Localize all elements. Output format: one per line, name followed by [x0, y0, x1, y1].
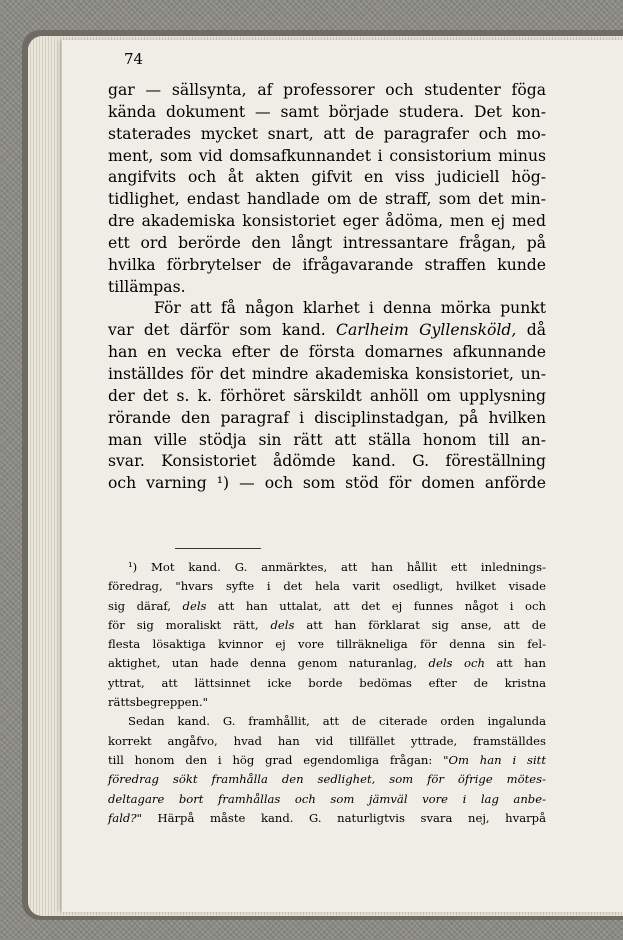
- emphasis: dels: [270, 617, 295, 632]
- body-text: [108, 80, 546, 495]
- emphasis: fald?: [108, 810, 137, 825]
- footnote-line: korrekt angåfvo, hvad han vid tillfället yttrade, framställdes: [108, 733, 546, 748]
- emphasis: dels: [182, 598, 207, 613]
- emphasis: föredrag sökt framhålla den sedlighet, som för öfrige mötes-: [108, 772, 546, 787]
- footnote-line: fald?" Härpå måste kand. G. naturligtvis svara nej, hvarpå: [108, 810, 546, 825]
- emphasis: deltagare bort framhållas och som jämväl vore i lag anbe-: [108, 791, 546, 806]
- footnote-line: rättsbegreppen.": [108, 695, 209, 710]
- footnote-line: till honom den i hög grad egendomliga frågan: "Om han i sitt: [108, 752, 546, 767]
- emphasis: Om han i sitt: [448, 752, 546, 767]
- body-line: svar. Konsistoriet ådömde kand. G. föreställning: [108, 452, 546, 471]
- body-line: gar — sällsynta, af professorer och studenter föga: [108, 81, 546, 99]
- body-line: och varning ¹) — och som stöd för domen anförde: [108, 474, 546, 493]
- footnote-divider: [175, 548, 261, 549]
- footnote-line: flesta lösaktiga kvinnor ej vore tillräkneliga för denna sin fel-: [108, 637, 546, 652]
- body-line: var det därför som kand. Carlheim Gyllensköld, då: [108, 321, 546, 340]
- body-line: tillämpas.: [108, 277, 186, 296]
- footnote: [108, 558, 546, 828]
- body-line: ment, som vid domsafkunnandet i consistorium minus: [108, 146, 546, 165]
- body-line: staterades mycket snart, att de paragrafer och mo-: [108, 124, 546, 143]
- body-line: ett ord berörde den långt intressantare frågan, på: [108, 233, 546, 252]
- body-line: dre akademiska konsistoriet eger ådöma, men ej med: [108, 212, 546, 231]
- footnote-line: [108, 790, 546, 809]
- footnote-line: yttrat, att lättsinnet icke borde bedömas efter de kristna: [108, 675, 546, 690]
- body-line: man ville stödja sin rätt att ställa honom till an-: [108, 430, 546, 449]
- body-line: tidlighet, endast handlade om de straff, som det min-: [108, 190, 546, 209]
- footnote-line: föredrag, "hvars syfte i det hela varit osedligt, hvilket visade: [108, 579, 546, 594]
- body-line: angifvits och åt akten gifvit en viss judiciell hög-: [108, 168, 546, 187]
- emphasis: dels och: [428, 656, 485, 671]
- footnote-line: aktighet, utan hade denna genom naturanlag, dels och att han: [108, 656, 546, 671]
- body-line: der det s. k. förhöret särskildt anhöll om upplysning: [108, 386, 546, 405]
- body-line: kända dokument — samt började studera. Det kon-: [108, 102, 546, 121]
- footnote-line: Sedan kand. G. framhållit, att de citerade orden ingalunda: [128, 714, 546, 729]
- footnote-line: sig däraf, dels att han uttalat, att det ej funnes något i och: [108, 598, 546, 613]
- footnote-line: ¹) Mot kand. G. anmärktes, att han hållit ett inlednings-: [128, 560, 546, 574]
- italic-name: Carlheim Gyllensköld,: [336, 321, 517, 340]
- footnote-line: för sig moraliskt rätt, dels att han förklarat sig anse, att de: [108, 617, 546, 632]
- body-line: hvilka förbrytelser de ifrågavarande straffen kunde: [108, 255, 546, 274]
- body-line: inställdes för det mindre akademiska konsistoriet, un-: [108, 364, 546, 383]
- body-line: För att få någon klarhet i denna mörka punkt: [154, 299, 546, 318]
- footnote-line: [108, 770, 546, 789]
- body-line: rörande den paragraf i disciplinstadgan, på hvilken: [108, 408, 546, 427]
- page-number: 74: [124, 50, 144, 68]
- body-line: han en vecka efter de första domarnes afkunnande: [108, 343, 546, 362]
